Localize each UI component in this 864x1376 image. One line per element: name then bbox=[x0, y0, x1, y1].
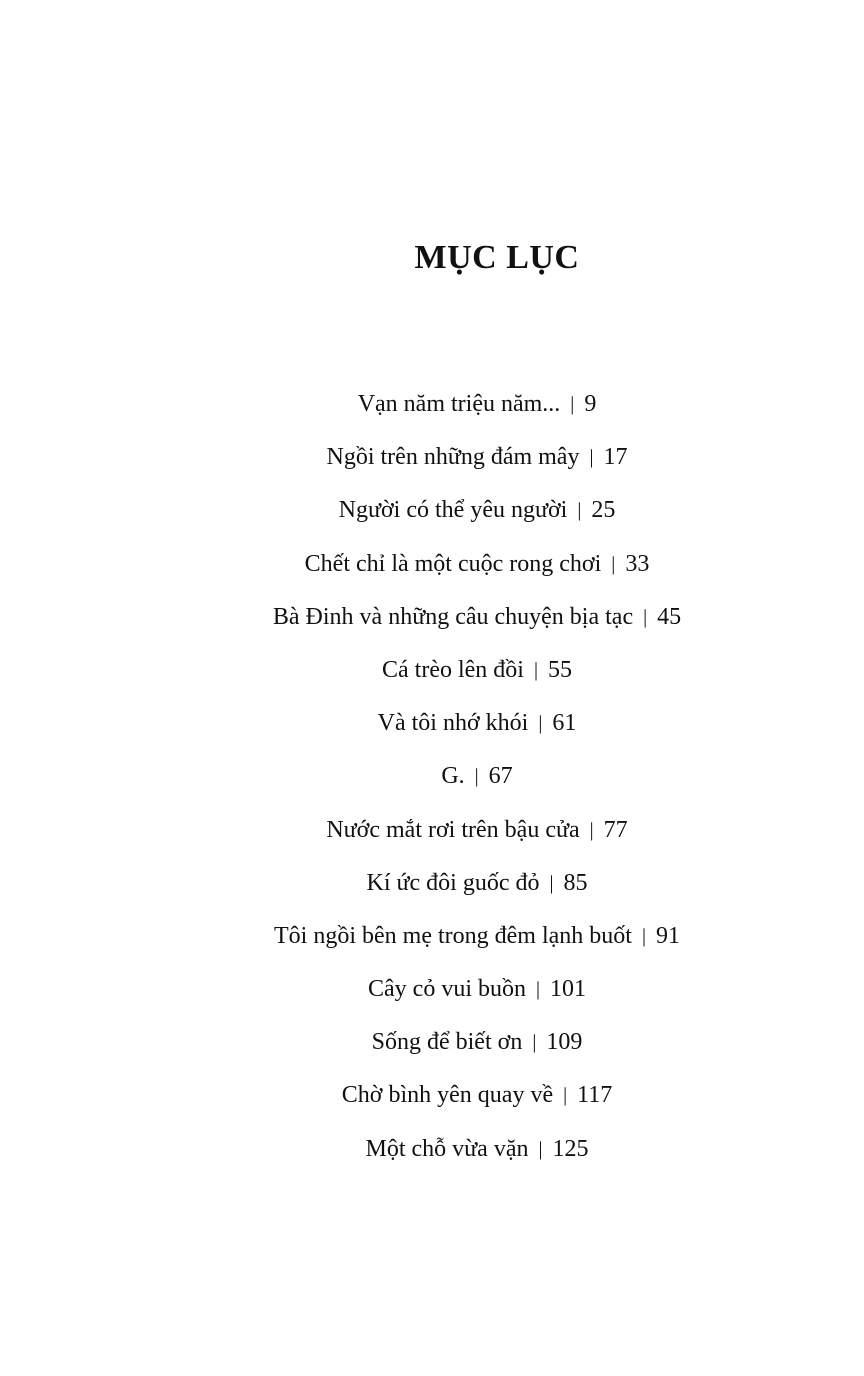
entry-page-number: 9 bbox=[584, 391, 597, 417]
entry-title: G. bbox=[441, 763, 465, 790]
toc-entry bbox=[0, 484, 864, 537]
entry-page-number: 91 bbox=[655, 922, 680, 949]
entry-title: Cá trèo lên đồi bbox=[382, 656, 524, 683]
entry-title: Vạn năm triệu năm... bbox=[357, 391, 561, 417]
entry-separator: | bbox=[563, 1084, 568, 1107]
entry-page-number: 109 bbox=[546, 1029, 583, 1056]
entry-separator: | bbox=[643, 605, 648, 628]
entry-title: Chờ bình yên quay về bbox=[341, 1082, 554, 1109]
toc-entry bbox=[0, 644, 864, 697]
entry-page-number: 55 bbox=[547, 656, 572, 683]
entry-separator: | bbox=[589, 446, 594, 469]
entry-page-number: 67 bbox=[488, 763, 513, 790]
entry-separator: | bbox=[532, 1031, 537, 1054]
entry-title: Và tôi nhớ khói bbox=[377, 710, 529, 737]
entry-page-number: 125 bbox=[552, 1135, 589, 1162]
entry-separator: | bbox=[535, 978, 540, 1001]
entry-page-number: 101 bbox=[550, 976, 586, 1003]
toc-entry bbox=[0, 1069, 864, 1122]
entry-page-number: 45 bbox=[657, 603, 682, 630]
entry-separator: | bbox=[474, 765, 479, 788]
entry-title: Chết chỉ là một cuộc rong chơi bbox=[304, 550, 602, 577]
entry-page-number: 117 bbox=[577, 1082, 613, 1109]
entry-title: Nước mắt rơi trên bậu cửa bbox=[326, 816, 580, 843]
entry-page-number: 85 bbox=[563, 869, 588, 896]
entry-page-number: 61 bbox=[552, 710, 577, 737]
toc-entry bbox=[0, 910, 864, 963]
entry-title: Cây cỏ vui buồn bbox=[368, 976, 526, 1003]
toc-entry bbox=[0, 538, 864, 591]
entry-separator: | bbox=[570, 393, 575, 415]
entry-title: Người có thể yêu người bbox=[338, 497, 568, 524]
toc-entry bbox=[0, 431, 864, 484]
entry-page-number: 33 bbox=[625, 550, 650, 577]
entry-title: Bà Đinh và những câu chuyện bịa tạc bbox=[272, 603, 634, 630]
toc-entry bbox=[0, 804, 864, 857]
entry-separator: | bbox=[577, 499, 582, 522]
toc-entry bbox=[0, 1123, 864, 1176]
toc-entry bbox=[0, 697, 864, 750]
table-of-contents bbox=[0, 378, 864, 1176]
entry-separator: | bbox=[589, 818, 594, 841]
page-title: MỤC LỤC bbox=[414, 238, 580, 276]
entry-separator: | bbox=[533, 658, 538, 681]
entry-page-number: 77 bbox=[603, 816, 628, 843]
entry-title: Ngồi trên những đám mây bbox=[326, 444, 580, 471]
entry-page-number: 17 bbox=[603, 444, 628, 471]
toc-entry bbox=[0, 378, 864, 431]
entry-title: Kí ức đôi guốc đỏ bbox=[366, 869, 540, 896]
entry-title: Một chỗ vừa vặn bbox=[365, 1135, 529, 1162]
entry-separator: | bbox=[538, 712, 543, 735]
entry-separator: | bbox=[549, 871, 554, 894]
entry-separator: | bbox=[538, 1137, 543, 1160]
entry-title: Tôi ngồi bên mẹ trong đêm lạnh buốt bbox=[274, 922, 632, 949]
toc-entry bbox=[0, 1016, 864, 1069]
entry-page-number: 25 bbox=[591, 497, 616, 524]
entry-separator: | bbox=[641, 924, 646, 947]
entry-separator: | bbox=[611, 552, 616, 575]
toc-entry bbox=[0, 750, 864, 803]
toc-entry bbox=[0, 591, 864, 644]
entry-title: Sống để biết ơn bbox=[371, 1029, 523, 1056]
toc-entry bbox=[0, 857, 864, 910]
toc-entry bbox=[0, 963, 864, 1016]
